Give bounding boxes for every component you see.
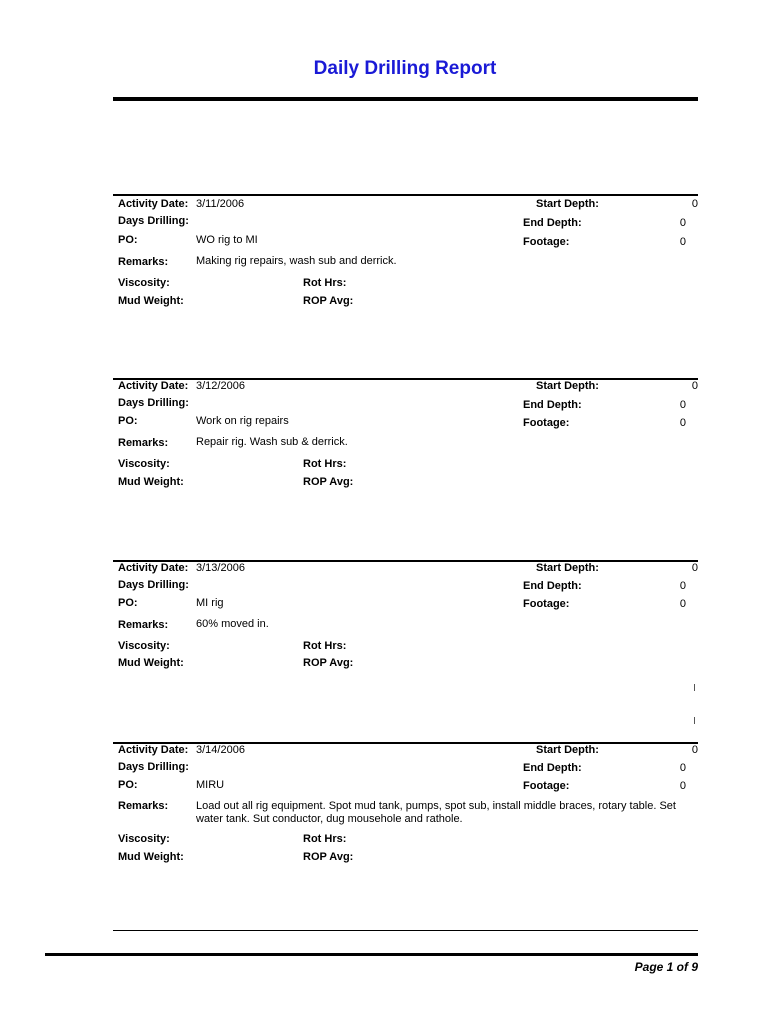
po-label: PO: [118, 415, 138, 427]
rop-avg-label: ROP Avg: [303, 851, 354, 863]
footage-value: 0 [679, 598, 686, 610]
activity-date-label: Activity Date: [118, 198, 189, 210]
start-depth-label: Start Depth: [536, 562, 599, 574]
po-label: PO: [118, 234, 138, 246]
activity-date-value: 3/14/2006 [196, 744, 245, 756]
bottom-divider [113, 930, 698, 931]
viscosity-label: Viscosity: [118, 458, 170, 470]
mud-weight-label: Mud Weight: [118, 295, 184, 307]
end-depth-label: End Depth: [523, 399, 582, 411]
start-depth-label: Start Depth: [536, 198, 599, 210]
remarks-value: 60% moved in. [196, 618, 269, 630]
end-depth-value: 0 [679, 217, 686, 229]
end-depth-value: 0 [679, 762, 686, 774]
rot-hrs-label: Rot Hrs: [303, 640, 347, 652]
report-entry [0, 742, 768, 882]
po-label: PO: [118, 597, 138, 609]
days-drilling-label: Days Drilling: [118, 579, 189, 591]
viscosity-label: Viscosity: [118, 640, 170, 652]
days-drilling-label: Days Drilling: [118, 761, 189, 773]
start-depth-value: 0 [691, 198, 698, 210]
start-depth-value: 0 [691, 380, 698, 392]
rot-hrs-label: Rot Hrs: [303, 833, 347, 845]
activity-date-label: Activity Date: [118, 744, 189, 756]
header-divider [113, 97, 698, 101]
remarks-label: Remarks: [118, 800, 169, 812]
mud-weight-label: Mud Weight: [118, 657, 184, 669]
rot-hrs-label: Rot Hrs: [303, 458, 347, 470]
start-depth-label: Start Depth: [536, 380, 599, 392]
rop-avg-label: ROP Avg: [303, 476, 354, 488]
remarks-label: Remarks: [118, 619, 169, 631]
po-value: Work on rig repairs [196, 415, 289, 427]
start-depth-label: Start Depth: [536, 744, 599, 756]
footage-value: 0 [679, 236, 686, 248]
activity-date-value: 3/12/2006 [196, 380, 245, 392]
report-title: Daily Drilling Report [313, 58, 497, 79]
remarks-label: Remarks: [118, 256, 169, 268]
activity-date-label: Activity Date: [118, 380, 189, 392]
po-value: WO rig to MI [196, 234, 258, 246]
po-label: PO: [118, 779, 138, 791]
remarks-value: Making rig repairs, wash sub and derrick. [196, 255, 397, 267]
entry-divider [113, 194, 698, 196]
report-entry [0, 378, 768, 518]
report-entry [0, 194, 768, 334]
activity-date-label: Activity Date: [118, 562, 189, 574]
footage-label: Footage: [523, 780, 570, 792]
start-depth-value: 0 [691, 562, 698, 574]
margin-mark [694, 684, 695, 691]
report-entry [0, 560, 768, 700]
footer-divider [45, 953, 698, 956]
po-value: MI rig [196, 597, 224, 609]
remarks-value: Load out all rig equipment. Spot mud tank, pumps, spot sub, install middle braces, rotary table. Set water tank. Sut conductor, dug mousehole and rathole. [196, 800, 676, 825]
footage-label: Footage: [523, 417, 570, 429]
page-number: Page 1 of 9 [634, 960, 698, 974]
rop-avg-label: ROP Avg: [303, 657, 354, 669]
po-value: MIRU [196, 779, 225, 791]
start-depth-value: 0 [691, 744, 698, 756]
footage-value: 0 [679, 417, 686, 429]
footage-value: 0 [679, 780, 686, 792]
footage-label: Footage: [523, 598, 570, 610]
rot-hrs-label: Rot Hrs: [303, 277, 347, 289]
activity-date-value: 3/13/2006 [196, 562, 245, 574]
days-drilling-label: Days Drilling: [118, 215, 189, 227]
footage-label: Footage: [523, 236, 570, 248]
end-depth-value: 0 [679, 580, 686, 592]
end-depth-label: End Depth: [523, 580, 582, 592]
mud-weight-label: Mud Weight: [118, 476, 184, 488]
end-depth-label: End Depth: [523, 217, 582, 229]
end-depth-value: 0 [679, 399, 686, 411]
viscosity-label: Viscosity: [118, 277, 170, 289]
viscosity-label: Viscosity: [118, 833, 170, 845]
rop-avg-label: ROP Avg: [303, 295, 354, 307]
remarks-value: Repair rig. Wash sub & derrick. [196, 436, 348, 448]
activity-date-value: 3/11/2006 [196, 198, 245, 210]
remarks-label: Remarks: [118, 437, 169, 449]
end-depth-label: End Depth: [523, 762, 582, 774]
margin-mark [694, 717, 695, 724]
mud-weight-label: Mud Weight: [118, 851, 184, 863]
days-drilling-label: Days Drilling: [118, 397, 189, 409]
